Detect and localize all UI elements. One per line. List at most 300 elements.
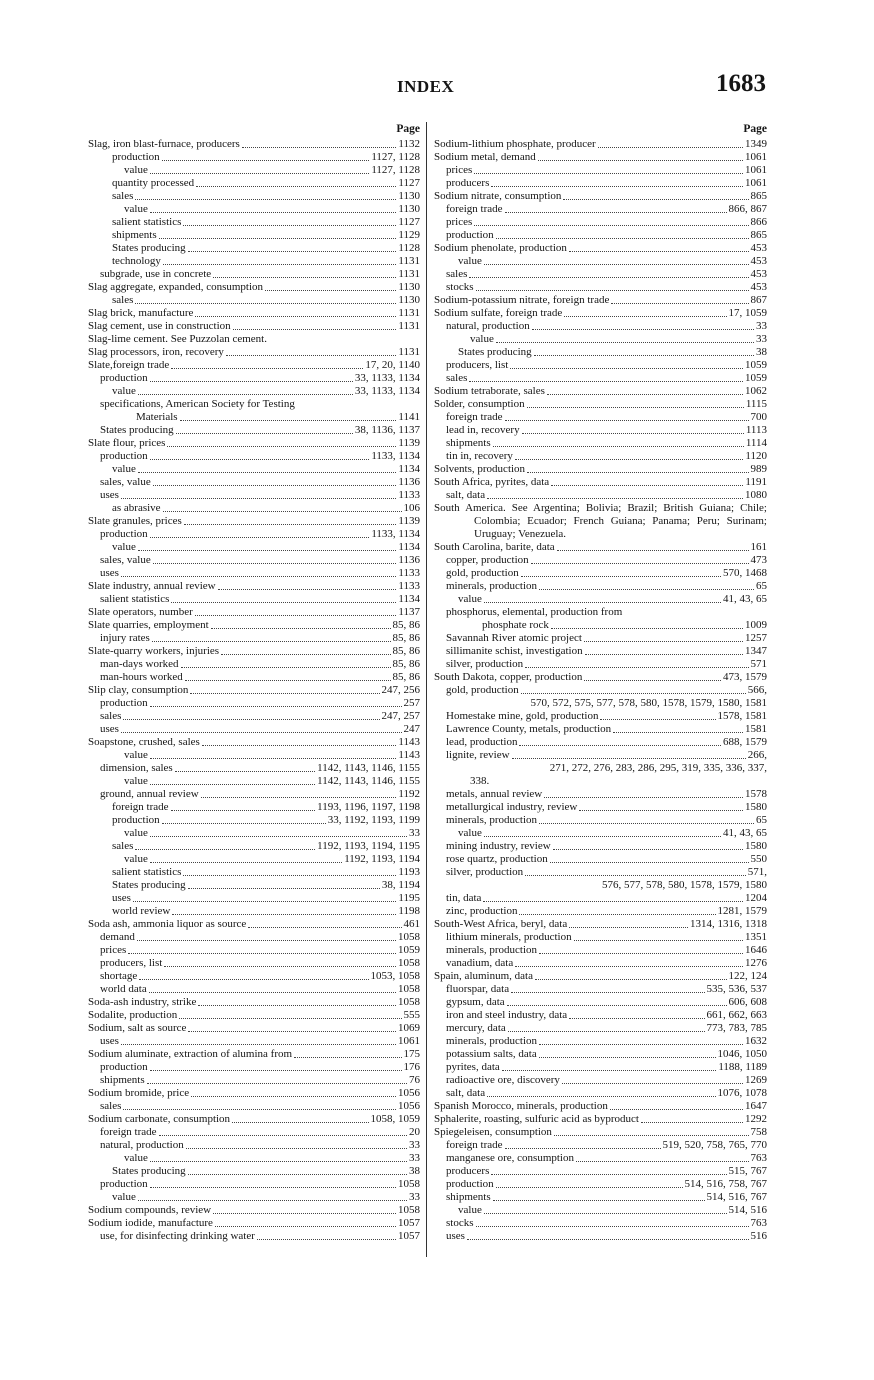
dot-leader	[135, 199, 396, 200]
index-term: phosphate rock	[482, 619, 549, 631]
index-entry	[434, 814, 767, 827]
dot-leader	[539, 1057, 716, 1058]
index-term: vanadium, data	[446, 957, 514, 969]
index-term: copper, production	[446, 554, 529, 566]
page-reference: 1127, 1128	[371, 164, 420, 176]
dot-leader	[610, 1109, 743, 1110]
page-reference: 700	[750, 411, 767, 423]
index-entry	[434, 567, 767, 580]
index-entry	[434, 944, 767, 957]
index-term: injury rates	[100, 632, 150, 644]
page-reference: 1281, 1579	[717, 905, 767, 917]
page-reference: 773, 783, 785	[706, 1022, 767, 1034]
page-reference: 1292	[745, 1113, 767, 1125]
index-entry	[88, 1100, 420, 1113]
index-entry	[434, 749, 767, 762]
dot-leader	[508, 1031, 705, 1032]
index-term: Materials	[136, 411, 178, 423]
index-entry	[434, 554, 767, 567]
index-entry	[434, 1217, 767, 1230]
index-term: value	[458, 827, 482, 839]
index-entry	[88, 853, 420, 866]
page-reference: 85, 86	[392, 645, 420, 657]
dot-leader	[149, 992, 396, 993]
index-entry	[88, 1087, 420, 1100]
index-entry	[434, 190, 767, 203]
index-entry	[434, 840, 767, 853]
page-reference: 1257	[745, 632, 767, 644]
index-term: world review	[112, 905, 171, 917]
index-entry	[88, 736, 420, 749]
index-term: salient statistics	[100, 593, 170, 605]
index-entry	[88, 177, 420, 190]
dot-leader	[469, 277, 748, 278]
page-reference: 461	[403, 918, 420, 930]
page-reference: 17, 1059	[728, 307, 767, 319]
index-term: producers, list	[446, 359, 509, 371]
index-term: lithium minerals, production	[446, 931, 572, 943]
page-reference: 1580	[745, 840, 767, 852]
index-term: fluorspar, data	[446, 983, 510, 995]
index-term: gold, production	[446, 684, 519, 696]
index-term: value	[124, 203, 148, 215]
index-entry	[88, 229, 420, 242]
dot-leader	[248, 927, 401, 928]
page-reference: 33	[756, 320, 767, 332]
dot-leader	[484, 264, 749, 265]
index-term: foreign trade	[446, 1139, 503, 1151]
page-reference: 33	[409, 1139, 420, 1151]
index-entry	[88, 1178, 420, 1191]
index-entry	[88, 905, 420, 918]
index-entry	[88, 632, 420, 645]
page-reference: 161	[750, 541, 767, 553]
index-entry	[88, 879, 420, 892]
index-term: States producing	[458, 346, 532, 358]
index-entry-continuation: 576, 577, 578, 580, 1578, 1579, 1580	[602, 879, 767, 891]
index-entry	[434, 541, 767, 554]
index-entry	[434, 606, 767, 619]
dot-leader	[512, 758, 746, 759]
page-reference: 1632	[745, 1035, 767, 1047]
dot-leader	[242, 147, 397, 148]
index-term: value	[458, 255, 482, 267]
index-entry	[434, 268, 767, 281]
page-reference: 1128	[398, 242, 420, 254]
index-entry	[434, 476, 767, 489]
page-reference: 1141	[398, 411, 420, 423]
dot-leader	[138, 472, 397, 473]
page-reference: 1133, 1134	[371, 528, 420, 540]
page-reference: 473	[750, 554, 767, 566]
index-entry	[88, 840, 420, 853]
index-entry-continuation: 570, 572, 575, 577, 578, 580, 1578, 1579, 1580, 1581	[530, 697, 767, 709]
page-reference: 33, 1133, 1134	[354, 372, 420, 384]
index-entry	[88, 892, 420, 905]
page-reference: 266,	[747, 749, 767, 761]
dot-leader	[121, 576, 396, 577]
page-reference: 38	[409, 1165, 420, 1177]
index-term: pyrites, data	[446, 1061, 500, 1073]
page-reference: 606, 608	[728, 996, 767, 1008]
index-term: rose quartz, production	[446, 853, 548, 865]
page-reference: 1120	[745, 450, 767, 462]
dot-leader	[557, 550, 749, 551]
dot-leader	[211, 628, 391, 629]
dot-leader	[539, 589, 754, 590]
page-reference: 1069	[398, 1022, 420, 1034]
page-reference: 1127, 1128	[371, 151, 420, 163]
index-entry	[434, 1100, 767, 1113]
page-reference: 1080	[745, 489, 767, 501]
index-term: value	[124, 853, 148, 865]
index-term: Homestake mine, gold, production	[446, 710, 599, 722]
dot-leader	[505, 420, 749, 421]
index-term: Sodium-potassium nitrate, foreign trade	[434, 294, 610, 306]
index-entry	[88, 476, 420, 489]
dot-leader	[188, 251, 397, 252]
index-entry	[434, 658, 767, 671]
dot-leader	[232, 1122, 368, 1123]
dot-leader	[569, 251, 749, 252]
index-term: Soda ash, ammonia liquor as source	[88, 918, 247, 930]
dot-leader	[150, 758, 397, 759]
index-term: Slate,foreign trade	[88, 359, 170, 371]
page-reference: 1076, 1078	[717, 1087, 767, 1099]
page-reference: 175	[403, 1048, 420, 1060]
page-reference: 1058	[398, 983, 420, 995]
index-entry	[434, 723, 767, 736]
dot-leader	[505, 1148, 661, 1149]
page-reference: 1061	[745, 164, 767, 176]
index-term: Slate flour, prices	[88, 437, 166, 449]
dot-leader	[467, 1239, 749, 1240]
index-term: shipments	[446, 437, 491, 449]
page-reference: 1057	[398, 1230, 420, 1242]
dot-leader	[128, 953, 396, 954]
dot-leader	[539, 823, 754, 824]
page-reference: 1131	[398, 255, 420, 267]
index-entry	[88, 580, 420, 593]
page-reference: 1581	[745, 723, 767, 735]
page-reference: 865	[750, 190, 767, 202]
index-entry	[88, 359, 420, 372]
dot-leader	[121, 732, 402, 733]
dot-leader	[551, 485, 743, 486]
index-term: Sodium compounds, review	[88, 1204, 212, 1216]
index-term: radioactive ore, discovery	[446, 1074, 560, 1086]
dot-leader	[123, 719, 379, 720]
index-term: use, for disinfecting drinking water	[100, 1230, 255, 1242]
index-entry	[88, 411, 420, 424]
index-entry	[434, 320, 767, 333]
dot-leader	[531, 563, 749, 564]
index-entry	[434, 229, 767, 242]
index-entry	[88, 749, 420, 762]
index-term: uses	[100, 567, 119, 579]
index-entry	[434, 242, 767, 255]
index-entry	[434, 281, 767, 294]
index-entry	[434, 580, 767, 593]
index-term: specifications, American Society for Testing	[100, 398, 295, 410]
page-reference: 453	[750, 255, 767, 267]
page-reference: 20	[409, 1126, 420, 1138]
index-term: tin, data	[446, 892, 482, 904]
page-reference: 514, 516	[728, 1204, 767, 1216]
page-reference: 1192, 1193, 1194	[344, 853, 420, 865]
page-reference: 1193	[398, 866, 420, 878]
index-term: production	[100, 450, 148, 462]
index-entry	[434, 957, 767, 970]
dot-leader	[496, 238, 749, 239]
index-term: silver, production	[446, 658, 524, 670]
index-term: lead, production	[446, 736, 518, 748]
page-reference: 566,	[747, 684, 767, 696]
dot-leader	[527, 472, 748, 473]
page-reference: 1131	[398, 346, 420, 358]
dot-leader	[195, 615, 397, 616]
dot-leader	[532, 329, 754, 330]
dot-leader	[553, 849, 743, 850]
dot-leader	[213, 277, 396, 278]
page-reference: 1192	[398, 788, 420, 800]
dot-leader	[163, 264, 397, 265]
page-reference: 763	[750, 1152, 767, 1164]
index-entry	[434, 1178, 767, 1191]
dot-leader	[150, 173, 369, 174]
index-term: producers	[446, 177, 490, 189]
dot-leader	[515, 459, 744, 460]
index-entry	[434, 632, 767, 645]
dot-leader	[150, 381, 353, 382]
index-entry	[88, 333, 420, 346]
dot-leader	[493, 446, 744, 447]
dot-leader	[519, 745, 721, 746]
index-entry	[88, 138, 420, 151]
page-reference: 1059	[745, 372, 767, 384]
page-reference: 33	[409, 1152, 420, 1164]
dot-leader	[641, 1122, 743, 1123]
index-term: as abrasive	[112, 502, 161, 514]
index-entry	[434, 1074, 767, 1087]
index-term: sales	[446, 268, 468, 280]
index-term: uses	[112, 892, 131, 904]
dot-leader	[150, 862, 342, 863]
dot-leader	[569, 927, 688, 928]
index-entry	[88, 515, 420, 528]
page-reference: 1056	[398, 1087, 420, 1099]
dot-leader	[171, 368, 363, 369]
page-reference: 1130	[398, 190, 420, 202]
index-term: potassium salts, data	[446, 1048, 537, 1060]
dot-leader	[176, 433, 353, 434]
page-reference: 122, 124	[728, 970, 767, 982]
index-entry	[88, 619, 420, 632]
page-reference: 1349	[745, 138, 767, 150]
dot-leader	[547, 394, 743, 395]
index-entry	[88, 1009, 420, 1022]
dot-leader	[611, 303, 748, 304]
page-reference: 1134	[398, 463, 420, 475]
index-term: production	[100, 1178, 148, 1190]
page-reference: 453	[750, 281, 767, 293]
page-reference: 1136	[398, 476, 420, 488]
index-term: shipments	[112, 229, 157, 241]
index-term: ground, annual review	[100, 788, 199, 800]
index-term: stocks	[446, 1217, 474, 1229]
dot-leader	[138, 394, 353, 395]
index-entry	[434, 801, 767, 814]
index-entry	[434, 1230, 767, 1243]
page-reference: 65	[756, 814, 767, 826]
index-entry	[88, 931, 420, 944]
dot-leader	[535, 979, 727, 980]
index-term: production	[112, 814, 160, 826]
page-reference: 1059	[745, 359, 767, 371]
index-entry	[88, 918, 420, 931]
dot-leader	[135, 849, 315, 850]
dot-leader	[491, 1174, 726, 1175]
index-entry	[434, 1204, 767, 1217]
index-term: value	[112, 541, 136, 553]
dot-leader	[153, 485, 397, 486]
page-reference: 1131	[398, 320, 420, 332]
dot-leader	[190, 693, 379, 694]
index-term: prices	[100, 944, 127, 956]
index-term: Solvents, production	[434, 463, 526, 475]
dot-leader	[502, 1070, 717, 1071]
index-term: sales, value	[100, 476, 151, 488]
index-term: natural, production	[100, 1139, 184, 1151]
page-reference: 1133	[398, 580, 420, 592]
index-term: value	[112, 463, 136, 475]
index-term: natural, production	[446, 320, 530, 332]
index-entry	[434, 346, 767, 359]
index-entry	[88, 996, 420, 1009]
index-entry	[88, 151, 420, 164]
index-term: sales	[446, 372, 468, 384]
index-entry	[434, 489, 767, 502]
dot-leader	[185, 680, 391, 681]
page-reference: 1580	[745, 801, 767, 813]
index-term: value	[458, 1204, 482, 1216]
index-term: salient statistics	[112, 216, 182, 228]
index-term: sales	[112, 840, 134, 852]
page-reference: 473, 1579	[723, 671, 767, 683]
dot-leader	[564, 316, 726, 317]
page-reference: 1142, 1143, 1146, 1155	[317, 762, 420, 774]
dot-leader	[550, 862, 749, 863]
dot-leader	[138, 1200, 407, 1201]
dot-leader	[138, 550, 397, 551]
index-entry	[88, 242, 420, 255]
dot-leader	[521, 693, 746, 694]
index-entry	[434, 1061, 767, 1074]
page-reference: 1578, 1581	[717, 710, 767, 722]
index-entry	[88, 762, 420, 775]
dot-leader	[507, 1005, 727, 1006]
dot-leader	[510, 368, 743, 369]
index-term: subgrade, use in concrete	[100, 268, 212, 280]
page-reference: 1127	[398, 177, 420, 189]
index-entry	[434, 684, 767, 697]
dot-leader	[121, 498, 396, 499]
index-entry	[88, 346, 420, 359]
page-reference: 1061	[398, 1035, 420, 1047]
index-entry	[88, 710, 420, 723]
dot-leader	[539, 1044, 743, 1045]
index-term: value	[458, 593, 482, 605]
page-reference: 85, 86	[392, 619, 420, 631]
index-term: salt, data	[446, 489, 486, 501]
index-entry	[88, 320, 420, 333]
dot-leader	[527, 407, 744, 408]
index-entry-list	[88, 138, 420, 1243]
index-term: Sodalite, production	[88, 1009, 178, 1021]
index-term: uses	[100, 723, 119, 735]
dot-leader	[521, 576, 721, 577]
dot-leader	[221, 654, 390, 655]
page-reference: 1058, 1059	[370, 1113, 420, 1125]
index-term: Sodium tetraborate, sales	[434, 385, 545, 397]
page-reference: 571	[750, 658, 767, 670]
dot-leader	[487, 498, 743, 499]
dot-leader	[562, 1083, 743, 1084]
dot-leader	[171, 810, 316, 811]
dot-leader	[150, 459, 370, 460]
index-term: Sphalerite, roasting, sulfuric acid as byproduct	[434, 1113, 639, 1125]
index-entry	[88, 1230, 420, 1243]
index-term: foreign trade	[446, 203, 503, 215]
index-term: Sodium metal, demand	[434, 151, 536, 163]
index-term: demand	[100, 931, 135, 943]
dot-leader	[121, 1044, 396, 1045]
index-entry	[88, 1035, 420, 1048]
page-reference: 1114	[745, 437, 767, 449]
page-reference: 1046, 1050	[717, 1048, 767, 1060]
index-entry	[88, 1139, 420, 1152]
index-term: shipments	[100, 1074, 145, 1086]
page-reference: 1113	[745, 424, 767, 436]
index-entry	[434, 996, 767, 1009]
page-reference: 1269	[745, 1074, 767, 1086]
index-term: quantity processed	[112, 177, 195, 189]
dot-leader	[576, 1161, 749, 1162]
index-term: Spiegeleisen, consumption	[434, 1126, 552, 1138]
dot-leader	[226, 355, 396, 356]
page-reference: 1058	[398, 957, 420, 969]
index-entry	[434, 1113, 767, 1126]
page-reference: 1204	[745, 892, 767, 904]
dot-leader	[484, 1213, 727, 1214]
index-entry	[434, 424, 767, 437]
dot-leader	[188, 1031, 396, 1032]
index-term: Sodium bromide, price	[88, 1087, 190, 1099]
page-reference: 17, 20, 1140	[365, 359, 420, 371]
dot-leader	[195, 316, 396, 317]
index-entry	[88, 593, 420, 606]
dot-leader	[496, 1187, 683, 1188]
index-term: value	[124, 827, 148, 839]
page-reference: 1195	[398, 892, 420, 904]
dot-leader	[600, 719, 715, 720]
index-term: shipments	[446, 1191, 491, 1203]
index-column-left	[88, 121, 420, 1243]
dot-leader	[476, 290, 749, 291]
page-reference: 1143	[398, 736, 420, 748]
page-reference: 866, 867	[728, 203, 767, 215]
dot-leader	[180, 420, 397, 421]
